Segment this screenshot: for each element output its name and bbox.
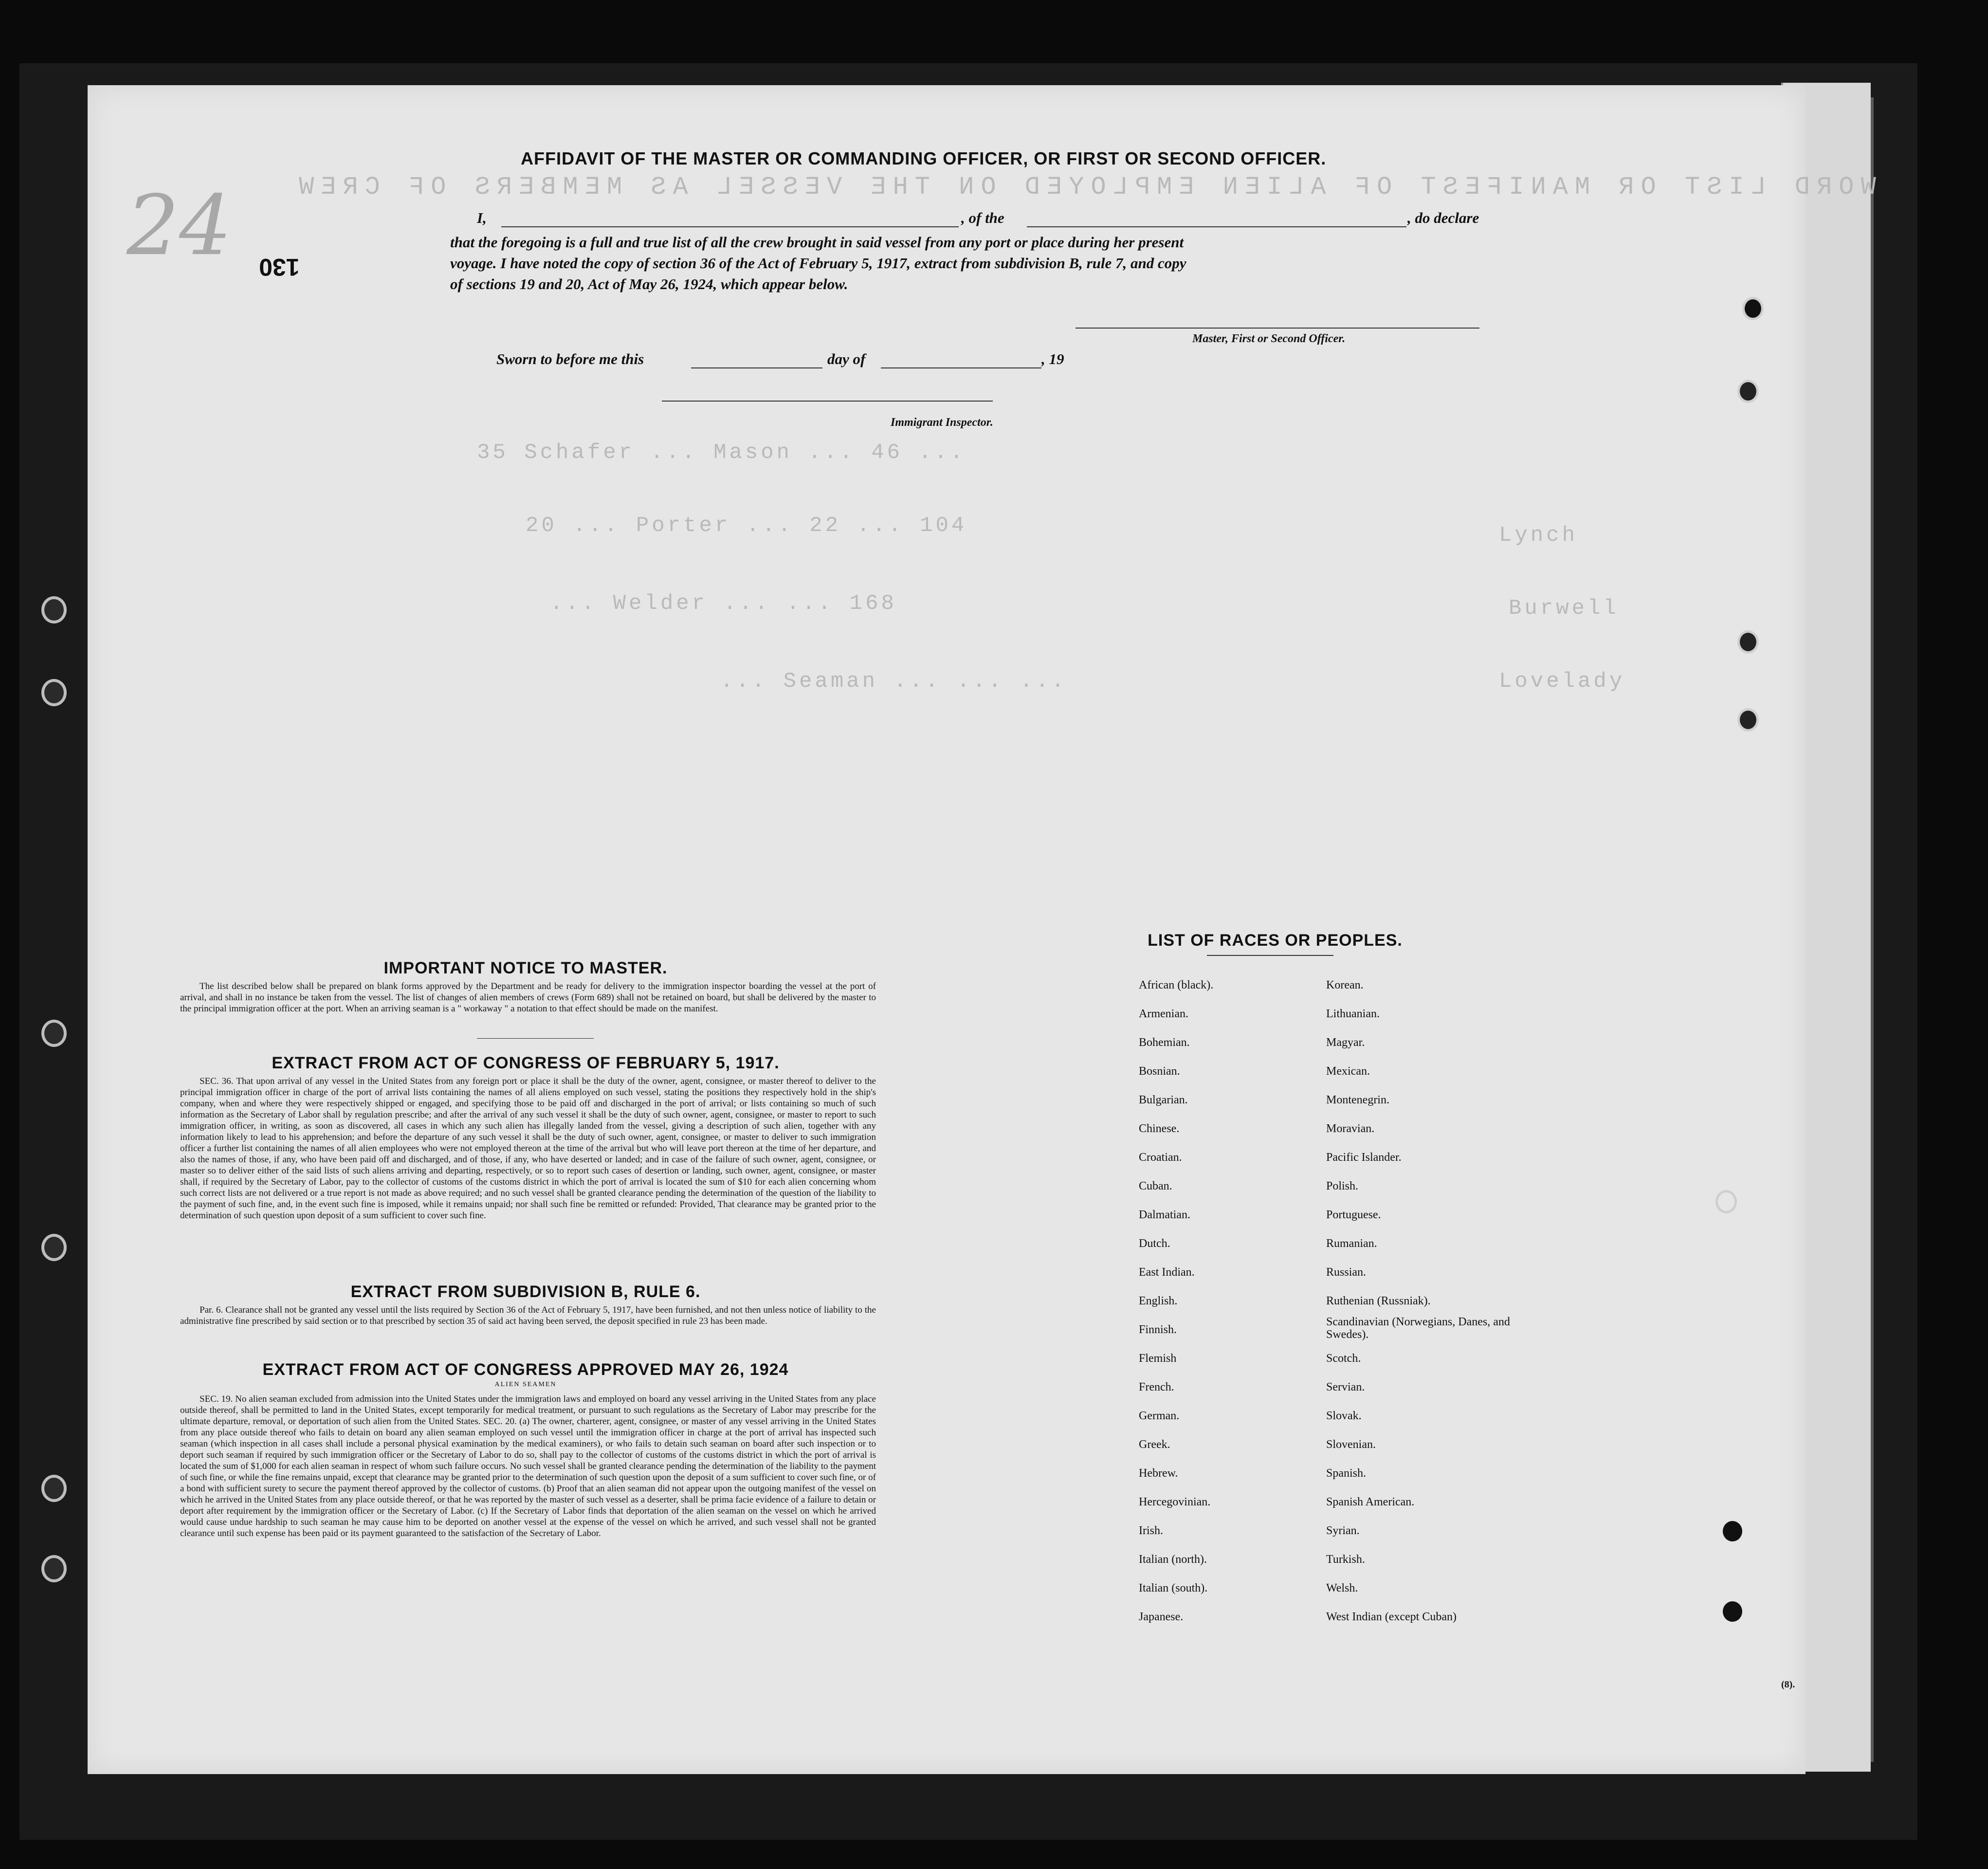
race-item: Italian (south). [1139, 1582, 1208, 1594]
extract-rule6-text: Par. 6. Clearance shall not be granted any vessel until the lists required by Section 36 of the Act of February 5, 1917, have been furnished, and not then unless notice of liability to the administrative fine prescribed by said section or to that prescribed by section 35 of said act having been served, the deposit specified in rule 23 has been made. [180, 1305, 876, 1326]
race-item: English. [1139, 1295, 1178, 1307]
race-item: Moravian. [1326, 1122, 1375, 1135]
punch-hole [1742, 297, 1764, 320]
race-item: Rumanian. [1326, 1237, 1377, 1250]
race-item: Welsh. [1326, 1582, 1358, 1594]
race-item: Lithuanian. [1326, 1008, 1380, 1020]
extract-1917-text: SEC. 36. That upon arrival of any vessel in the United States from any foreign port or place it shall be the duty of the owner, agent, consignee, or master thereof to deliver to the principal immigration officer in charge of the port of arrival lists containing the names of all aliens employed on such vessel, stating the positions they respectively hold in the ship's company, when and where they were respectively shipped or engaged, and specifying those to be paid off and discharged in the port of arrival; or lists containing so much of such information as the Secretary of Labor shall by regulation prescribe; and after the arrival of any such vessel it shall be the duty of such owner, agent, consignee, or master to report to such immigration officer, in writing, as soon as discovered, all cases in which any such alien has illegally landed from the vessel, giving a description of such alien, together with any information likely to lead to his apprehension; and before the departure of any such vessel it shall be the duty of such owner, agent, consignee, or master to deliver to such immigration officer a further list containing the names of all alien employees who were not employed thereon at the time of the arrival but who will leave port thereon at the time of her departure, and also the names of those, if any, who have been paid off and discharged, and of those, if any, who have deserted or landed; and in case of the failure of such owner, agent, consignee, or master so to deliver either of the said lists of such aliens arriving and departing, respectively, or so to report such cases of desertion or landing, such owner, agent, consignee, or master shall, if required by the Secretary of Labor, pay to the collector of customs of the customs district in which the port of arrival is located the sum of $10 for each alien concerning whom such correct lists are not delivered or a true report is not made as above required; and no such vessel shall be granted clearance pending the determination of the question of the liability to the payment of such fine, and, in the event such fine is imposed, while it remains unpaid; nor shall such fine be remitted or refunded: Provided, That clearance may be granted prior to the determination of such question upon deposit of a sum sufficient to cover such fine. [180, 1076, 876, 1221]
binder-hole [41, 596, 67, 623]
race-item: Polish. [1326, 1180, 1359, 1192]
race-item: Cuban. [1139, 1180, 1172, 1192]
divider [477, 1038, 594, 1039]
race-item: Armenian. [1139, 1008, 1188, 1020]
race-item: Hebrew. [1139, 1467, 1178, 1480]
extract-1924-subheading: ALIEN SEAMEN [494, 1381, 557, 1388]
punch-hole [1715, 1190, 1737, 1213]
race-item: Servian. [1326, 1381, 1365, 1393]
inspector-label: Immigrant Inspector. [891, 416, 993, 429]
affidavit-line-3: voyage. I have noted the copy of section 36 of the Act of February 5, 1917, extract from subdivision B, rule 7, and copy [450, 255, 1186, 272]
race-item: Greek. [1139, 1438, 1170, 1451]
race-item: Syrian. [1326, 1524, 1360, 1537]
race-item: Japanese. [1139, 1611, 1184, 1623]
races-left-column [1139, 971, 1314, 1631]
race-item: Slovenian. [1326, 1438, 1376, 1451]
bleed-through-column: Lovelady [1499, 669, 1625, 694]
binder-hole [41, 679, 67, 706]
affidavit-line-4: of sections 19 and 20, Act of May 26, 1924, which appear below. [450, 275, 848, 293]
race-item: Korean. [1326, 979, 1364, 991]
notice-text: The list described below shall be prepared on blank forms approved by the Department and be ready for delivery to the immigration inspector boarding the vessel at the port of arrival, and shall in no instance be taken from the vessel. The list of changes of alien members of crews (Form 689) shall not be retained on board, but shall be delivered by the master to the principal immigration officer at the port. When an arriving seaman is a " workaway " a notation to that effect should be made on the manifest. [180, 981, 876, 1014]
race-item: Magyar. [1326, 1036, 1365, 1049]
affidavit-title: AFFIDAVIT OF THE MASTER OR COMMANDING OFFICER, OR FIRST OR SECOND OFFICER. [521, 148, 1327, 168]
race-item: Montenegrin. [1326, 1094, 1389, 1106]
race-item: Hercegovinian. [1139, 1496, 1211, 1508]
race-item: East Indian. [1139, 1266, 1195, 1279]
binder-hole [41, 1020, 67, 1047]
punch-hole [1737, 708, 1759, 732]
extract-1924-text: SEC. 19. No alien seaman excluded from admission into the United States under the immigration laws and employed on board any vessel arriving in the United States from any place outside thereof, shall be permitted to land in the United States, except temporarily for medical treatment, or pursuant to such regulations as the Secretary of Labor may prescribe for the ultimate departure, removal, or deportation of such alien from the United States. SEC. 20. (a) The owner, charterer, agent, consignee, or master of any vessel arriving in the United States from any place outside thereof who fails to detain on board any alien seaman employed on such vessel until the immigration officer in charge at the port of arrival has inspected such seaman (which inspection in all cases shall include a personal physical examination by the medical examiners), or who fails to detain such seaman on board after such inspection or to deport such seaman if required by such immigration officer or the Secretary of Labor to do so, shall pay to the collector of customs of the customs district in which the port of arrival is located the sum of $1,000 for each alien seaman in respect of whom such failure occurs. No such vessel shall be granted clearance pending the determination of the liability to the payment of such fine, or while the fine remains unpaid, except that clearance may be granted prior to the determination of such question upon the deposit of a sum sufficient to cover such fine, or of a bond with sufficient surety to secure the payment thereof approved by the collector of customs. (b) Proof that an alien seaman did not appear upon the outgoing manifest of the vessel on which he arrived in the United States from any place outside thereof, or that he was reported by the master of such vessel as a deserter, shall be prima facie evidence of a failure to detain or deport after requirement by the immigration officer or the Secretary of Labor. (c) If the Secretary of Labor finds that deportation of the alien seaman on the vessel on which he arrived would cause undue hardship to such seaman he may cause him to be deported on another vessel at the expense of the vessel on which he arrived, and such vessel shall not be granted clearance until such expense has been paid or its payment guaranteed to the satisfaction of the Secretary of Labor. [180, 1394, 876, 1539]
race-item: Spanish. [1326, 1467, 1367, 1480]
race-item: Irish. [1139, 1524, 1163, 1537]
notice-heading: IMPORTANT NOTICE TO MASTER. [383, 959, 668, 977]
extract-rule6-heading: EXTRACT FROM SUBDIVISION B, RULE 6. [350, 1283, 701, 1301]
race-item: Dutch. [1139, 1237, 1170, 1250]
bleed-through-row: 20 ... Porter ... 22 ... 104 [526, 513, 967, 538]
races-heading-underline [1207, 955, 1333, 956]
handwritten-mark: 24 [127, 178, 232, 274]
binder-hole [41, 1475, 67, 1502]
affidavit-line-2: that the foregoing is a full and true list of all the crew brought in said vessel from any port or place during her present [450, 234, 1184, 251]
manifest-page [88, 85, 1876, 1774]
race-item: Ruthenian (Russniak). [1326, 1295, 1431, 1307]
bleed-through-column: Burwell [1509, 596, 1619, 621]
race-item: Flemish [1139, 1352, 1177, 1365]
bleed-through-column: Lynch [1499, 523, 1578, 548]
bleed-through-text: WORD LIST OR MANIFEST OF ALIEN EMPLOYED ON THE VESSEL AS MEMBERS OF CREW [292, 173, 1876, 202]
affidavit-i-label: I, [477, 209, 487, 226]
master-signature-label: Master, First or Second Officer. [1192, 332, 1346, 345]
sworn-label: Sworn to before me this [496, 350, 644, 367]
binder-hole [41, 1234, 67, 1261]
race-item: Dalmatian. [1139, 1209, 1190, 1221]
extract-1924-heading: EXTRACT FROM ACT OF CONGRESS APPROVED MAY 26, 1924 [262, 1360, 789, 1379]
race-item: Turkish. [1326, 1553, 1365, 1566]
race-item: Mexican. [1326, 1065, 1370, 1078]
punch-hole [1737, 380, 1759, 403]
race-item: Italian (north). [1139, 1553, 1207, 1566]
sworn-month-line [881, 367, 1041, 368]
race-item: Spanish American. [1326, 1496, 1415, 1508]
form-mark: (8). [1781, 1679, 1795, 1690]
sworn-day-line [691, 367, 822, 368]
races-right-column [1326, 971, 1531, 1631]
bleed-through-row: ... Seaman ... ... ... [720, 669, 1067, 694]
race-item: French. [1139, 1381, 1174, 1393]
race-item: Pacific Islander. [1326, 1151, 1402, 1164]
sworn-year-label: , 19 [1041, 350, 1064, 367]
punch-hole [1737, 630, 1759, 654]
race-item: German. [1139, 1410, 1180, 1422]
race-item: Bosnian. [1139, 1065, 1180, 1078]
bleed-through-row: ... Welder ... ... 168 [550, 591, 897, 616]
binder-hole [41, 1555, 67, 1582]
race-item: African (black). [1139, 979, 1214, 991]
master-name-line [501, 226, 959, 227]
inspector-signature-line [662, 401, 993, 402]
race-item: Bohemian. [1139, 1036, 1190, 1049]
race-item: Portuguese. [1326, 1209, 1381, 1221]
race-item: Chinese. [1139, 1122, 1180, 1135]
race-item: Slovak. [1326, 1410, 1362, 1422]
page-number: 130 [259, 254, 300, 281]
race-item: West Indian (except Cuban) [1326, 1611, 1457, 1623]
race-item: Scandinavian (Norwegians, Danes, and Swedes). [1326, 1316, 1510, 1341]
master-signature-line [1076, 328, 1479, 329]
bleed-through-row: 35 Schafer ... Mason ... 46 ... [477, 440, 966, 465]
sworn-day-label: day of [827, 350, 866, 367]
race-item: Scotch. [1326, 1352, 1361, 1365]
of-the-label: , of the [961, 209, 1004, 226]
extract-1917-heading: EXTRACT FROM ACT OF CONGRESS OF FEBRUARY 5, 1917. [272, 1054, 780, 1072]
do-declare-label: , do declare [1407, 209, 1479, 226]
vessel-name-line [1027, 226, 1406, 227]
race-item: Russian. [1326, 1266, 1367, 1279]
punch-dot [1723, 1601, 1742, 1622]
race-item: Finnish. [1139, 1323, 1177, 1336]
punch-dot [1723, 1521, 1742, 1541]
race-item: Bulgarian. [1139, 1094, 1188, 1106]
race-item: Croatian. [1139, 1151, 1182, 1164]
races-heading: LIST OF RACES OR PEOPLES. [1148, 931, 1403, 950]
